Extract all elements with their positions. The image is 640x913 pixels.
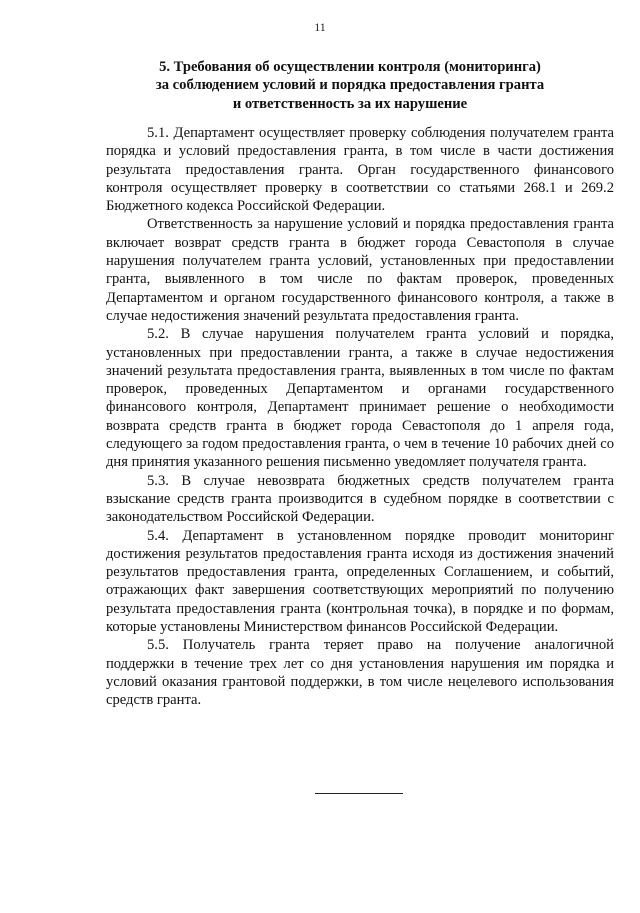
- paragraph-5-2: 5.2. В случае нарушения получателем гранта условий и порядка, установленных при предоставлении гранта, а также в случае недостижения значений результата предоставления гранта, выявленных в том числе по фактам проверок, проведенных Департаментом и органами государственного финансового контроля, Департамент принимает решение о необходимости возврата средств гранта в бюджет города Севастополя до 1 апреля года, следующего за годом предоставления гранта, о чем в течение 10 рабочих дней со дня принятия указанного решения письменно уведомляет получателя гранта.: [106, 326, 614, 471]
- section-heading: [100, 58, 600, 113]
- page-number: 11: [314, 20, 326, 34]
- heading-line-2: за соблюдением условий и порядка предоставления гранта: [155, 77, 545, 94]
- paragraph-5-4: 5.4. Департамент в установленном порядке проводит мониторинг достижения результатов предоставления гранта исходя из достижения значений результатов предоставления гранта, определенных Соглашением, и событий, отражающих факт завершения соответствующих мероприятий по получению результата предоставления гранта (контрольная точка), в порядке и по формам, которые установлены Министерством финансов Российской Федерации.: [106, 527, 614, 636]
- heading-line-1: 5. Требования об осуществлении контроля (мониторинга): [159, 59, 541, 75]
- paragraph-5-1: 5.1. Департамент осуществляет проверку соблюдения получателем гранта порядка и условий предоставления гранта, в том числе в части достижения результата предоставления гранта. Орган государственного финансового контроля осуществляет проверку в соответствии со статьями 268.1 и 269.2 Бюджетного кодекса Российской Федерации.: [106, 125, 614, 215]
- paragraph-5-3: 5.3. В случае невозврата бюджетных средств получателем гранта взыскание средств гранта производится в судебном порядке в соответствии с законодательством Российской Федерации.: [106, 472, 614, 526]
- paragraph-5-5: 5.5. Получатель гранта теряет право на получение аналогичной поддержки в течение трех лет со дня установления нарушения им порядка и условий оказания грантовой поддержки, в том числе нецелевого использования средств гранта.: [106, 637, 614, 709]
- section-body: [106, 124, 614, 710]
- heading-line-3: и ответственность за их нарушение: [232, 95, 468, 112]
- paragraph-responsibility: Ответственность за нарушение условий и порядка предоставления гранта включает возврат средств гранта в бюджет города Севастополя в случае нарушения получателем гранта условий, установленных при предоставлении гранта, выявленного в том числе по фактам проверок, проведенных Департаментом и органом государственного финансового контроля, а также в случае недостижения значений результата предоставления гранта.: [106, 216, 614, 324]
- end-rule: [315, 793, 403, 794]
